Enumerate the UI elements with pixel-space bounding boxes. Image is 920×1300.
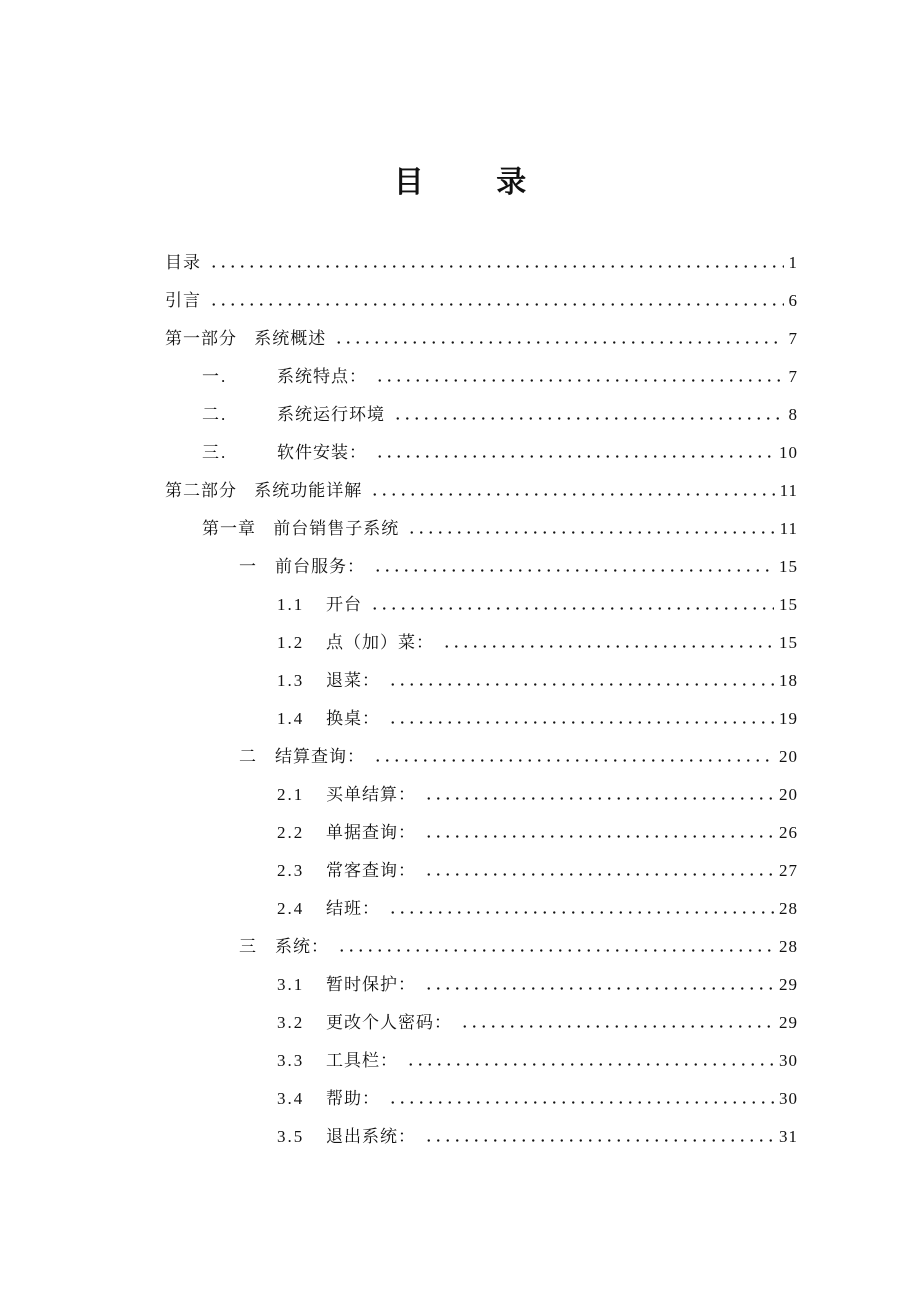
toc-entry bbox=[165, 966, 798, 1004]
toc-dot-leader bbox=[406, 1063, 774, 1066]
toc-entry bbox=[165, 814, 798, 852]
toc-entry-page-number: 15 bbox=[779, 633, 798, 652]
toc-entry bbox=[165, 1080, 798, 1118]
toc-dot-leader bbox=[373, 759, 774, 762]
toc-entry-title: 结算查询： bbox=[275, 747, 365, 766]
toc-entry-number: 3.4 bbox=[277, 1089, 305, 1108]
toc-dot-leader bbox=[424, 797, 774, 800]
toc-entry-number: 3.3 bbox=[277, 1051, 305, 1070]
toc-entry-title: 工具栏： bbox=[326, 1051, 398, 1070]
table-of-contents bbox=[165, 244, 798, 1156]
toc-dot-leader bbox=[375, 379, 784, 382]
toc-entry bbox=[165, 624, 798, 662]
toc-dot-leader bbox=[209, 265, 784, 268]
toc-entry-page-number: 30 bbox=[779, 1051, 798, 1070]
toc-entry-title: 帮助： bbox=[326, 1089, 380, 1108]
toc-entry-title: 买单结算： bbox=[326, 785, 416, 804]
toc-entry bbox=[165, 662, 798, 700]
toc-entry-number: 3.1 bbox=[277, 975, 305, 994]
toc-entry-page-number: 6 bbox=[788, 291, 798, 310]
toc-entry-page-number: 27 bbox=[779, 861, 798, 880]
toc-entry-page-number: 11 bbox=[779, 519, 798, 538]
toc-dot-leader bbox=[424, 1139, 774, 1142]
toc-entry-number: 一 bbox=[239, 557, 258, 576]
toc-entry-page-number: 28 bbox=[779, 899, 798, 918]
toc-entry-number: 3.5 bbox=[277, 1127, 305, 1146]
toc-entry bbox=[165, 890, 798, 928]
toc-entry-page-number: 30 bbox=[779, 1089, 798, 1108]
toc-dot-leader bbox=[424, 873, 774, 876]
toc-entry bbox=[165, 852, 798, 890]
toc-entry bbox=[165, 320, 798, 358]
toc-entry-page-number: 8 bbox=[788, 405, 798, 424]
toc-entry bbox=[165, 1042, 798, 1080]
toc-entry-page-number: 7 bbox=[788, 329, 798, 348]
toc-dot-leader bbox=[388, 911, 774, 914]
toc-entry-title: 前台服务： bbox=[275, 557, 365, 576]
toc-entry-page-number: 15 bbox=[779, 595, 798, 614]
toc-entry-title: 第一部分 系统概述 bbox=[165, 329, 327, 348]
toc-entry-number: 1.4 bbox=[277, 709, 305, 728]
toc-dot-leader bbox=[407, 531, 774, 534]
toc-entry-page-number: 29 bbox=[779, 1013, 798, 1032]
toc-dot-leader bbox=[334, 341, 783, 344]
toc-entry-page-number: 28 bbox=[779, 937, 798, 956]
toc-entry-title: 换桌： bbox=[326, 709, 380, 728]
toc-entry bbox=[165, 738, 798, 776]
toc-dot-leader bbox=[460, 1025, 774, 1028]
toc-entry-number: 1.3 bbox=[277, 671, 305, 690]
toc-dot-leader bbox=[337, 949, 774, 952]
toc-dot-leader bbox=[373, 569, 774, 572]
toc-entry-title: 退菜： bbox=[326, 671, 380, 690]
toc-entry-page-number: 7 bbox=[788, 367, 798, 386]
toc-entry-page-number: 26 bbox=[779, 823, 798, 842]
toc-entry-title: 暂时保护： bbox=[326, 975, 416, 994]
toc-entry-title: 更改个人密码： bbox=[326, 1013, 452, 1032]
toc-dot-leader bbox=[388, 683, 774, 686]
toc-entry-title: 第一章 前台销售子系统 bbox=[202, 519, 400, 538]
toc-entry bbox=[165, 586, 798, 624]
toc-entry-title: 点（加）菜： bbox=[326, 633, 434, 652]
toc-entry bbox=[165, 776, 798, 814]
toc-dot-leader bbox=[388, 1101, 774, 1104]
toc-entry-page-number: 10 bbox=[779, 443, 798, 462]
toc-entry-number: 1.1 bbox=[277, 595, 305, 614]
toc-entry-number: 三 bbox=[239, 937, 258, 956]
toc-dot-leader bbox=[388, 721, 774, 724]
toc-entry-number: 2.3 bbox=[277, 861, 305, 880]
toc-entry-title: 退出系统： bbox=[326, 1127, 416, 1146]
toc-entry-number: 2.4 bbox=[277, 899, 305, 918]
toc-entry bbox=[165, 282, 798, 320]
toc-entry bbox=[165, 396, 798, 434]
toc-dot-leader bbox=[393, 417, 784, 420]
toc-dot-leader bbox=[370, 493, 774, 496]
toc-entry-title: 开台 bbox=[326, 595, 362, 614]
toc-entry-page-number: 20 bbox=[779, 785, 798, 804]
toc-entry-number: 3.2 bbox=[277, 1013, 305, 1032]
toc-entry-page-number: 15 bbox=[779, 557, 798, 576]
toc-dot-leader bbox=[424, 835, 774, 838]
toc-entry bbox=[165, 700, 798, 738]
toc-entry bbox=[165, 1004, 798, 1042]
toc-entry-title: 常客查询： bbox=[326, 861, 416, 880]
toc-dot-leader bbox=[370, 607, 774, 610]
toc-entry bbox=[165, 472, 798, 510]
toc-entry-number: 二. bbox=[202, 405, 228, 424]
toc-entry-title: 目录 bbox=[165, 253, 201, 272]
toc-entry bbox=[165, 244, 798, 282]
toc-entry-number: 2.2 bbox=[277, 823, 305, 842]
toc-entry bbox=[165, 510, 798, 548]
toc-entry-page-number: 31 bbox=[779, 1127, 798, 1146]
toc-entry-number: 一. bbox=[202, 367, 228, 386]
toc-entry bbox=[165, 928, 798, 966]
toc-entry-page-number: 29 bbox=[779, 975, 798, 994]
toc-entry-number: 1.2 bbox=[277, 633, 305, 652]
toc-dot-leader bbox=[375, 455, 774, 458]
toc-entry-page-number: 1 bbox=[788, 253, 798, 272]
toc-entry-page-number: 18 bbox=[779, 671, 798, 690]
toc-entry-title: 系统： bbox=[275, 937, 329, 956]
toc-entry bbox=[165, 434, 798, 472]
toc-dot-leader bbox=[442, 645, 774, 648]
toc-entry-title: 软件安装： bbox=[277, 443, 367, 462]
toc-dot-leader bbox=[209, 303, 784, 306]
toc-entry-title: 单据查询： bbox=[326, 823, 416, 842]
toc-entry-page-number: 11 bbox=[779, 481, 798, 500]
toc-entry-title: 系统特点： bbox=[277, 367, 367, 386]
toc-entry bbox=[165, 1118, 798, 1156]
page-title: 目 录 bbox=[393, 165, 527, 200]
toc-entry-title: 结班： bbox=[326, 899, 380, 918]
toc-entry-title: 系统运行环境 bbox=[277, 405, 385, 424]
toc-entry-number: 2.1 bbox=[277, 785, 305, 804]
toc-entry bbox=[165, 548, 798, 586]
toc-entry-page-number: 19 bbox=[779, 709, 798, 728]
toc-entry-title: 引言 bbox=[165, 291, 201, 310]
toc-entry-title: 第二部分 系统功能详解 bbox=[165, 481, 363, 500]
toc-dot-leader bbox=[424, 987, 774, 990]
toc-entry-page-number: 20 bbox=[779, 747, 798, 766]
toc-entry bbox=[165, 358, 798, 396]
toc-entry-number: 二 bbox=[239, 747, 258, 766]
toc-entry-number: 三. bbox=[202, 443, 228, 462]
